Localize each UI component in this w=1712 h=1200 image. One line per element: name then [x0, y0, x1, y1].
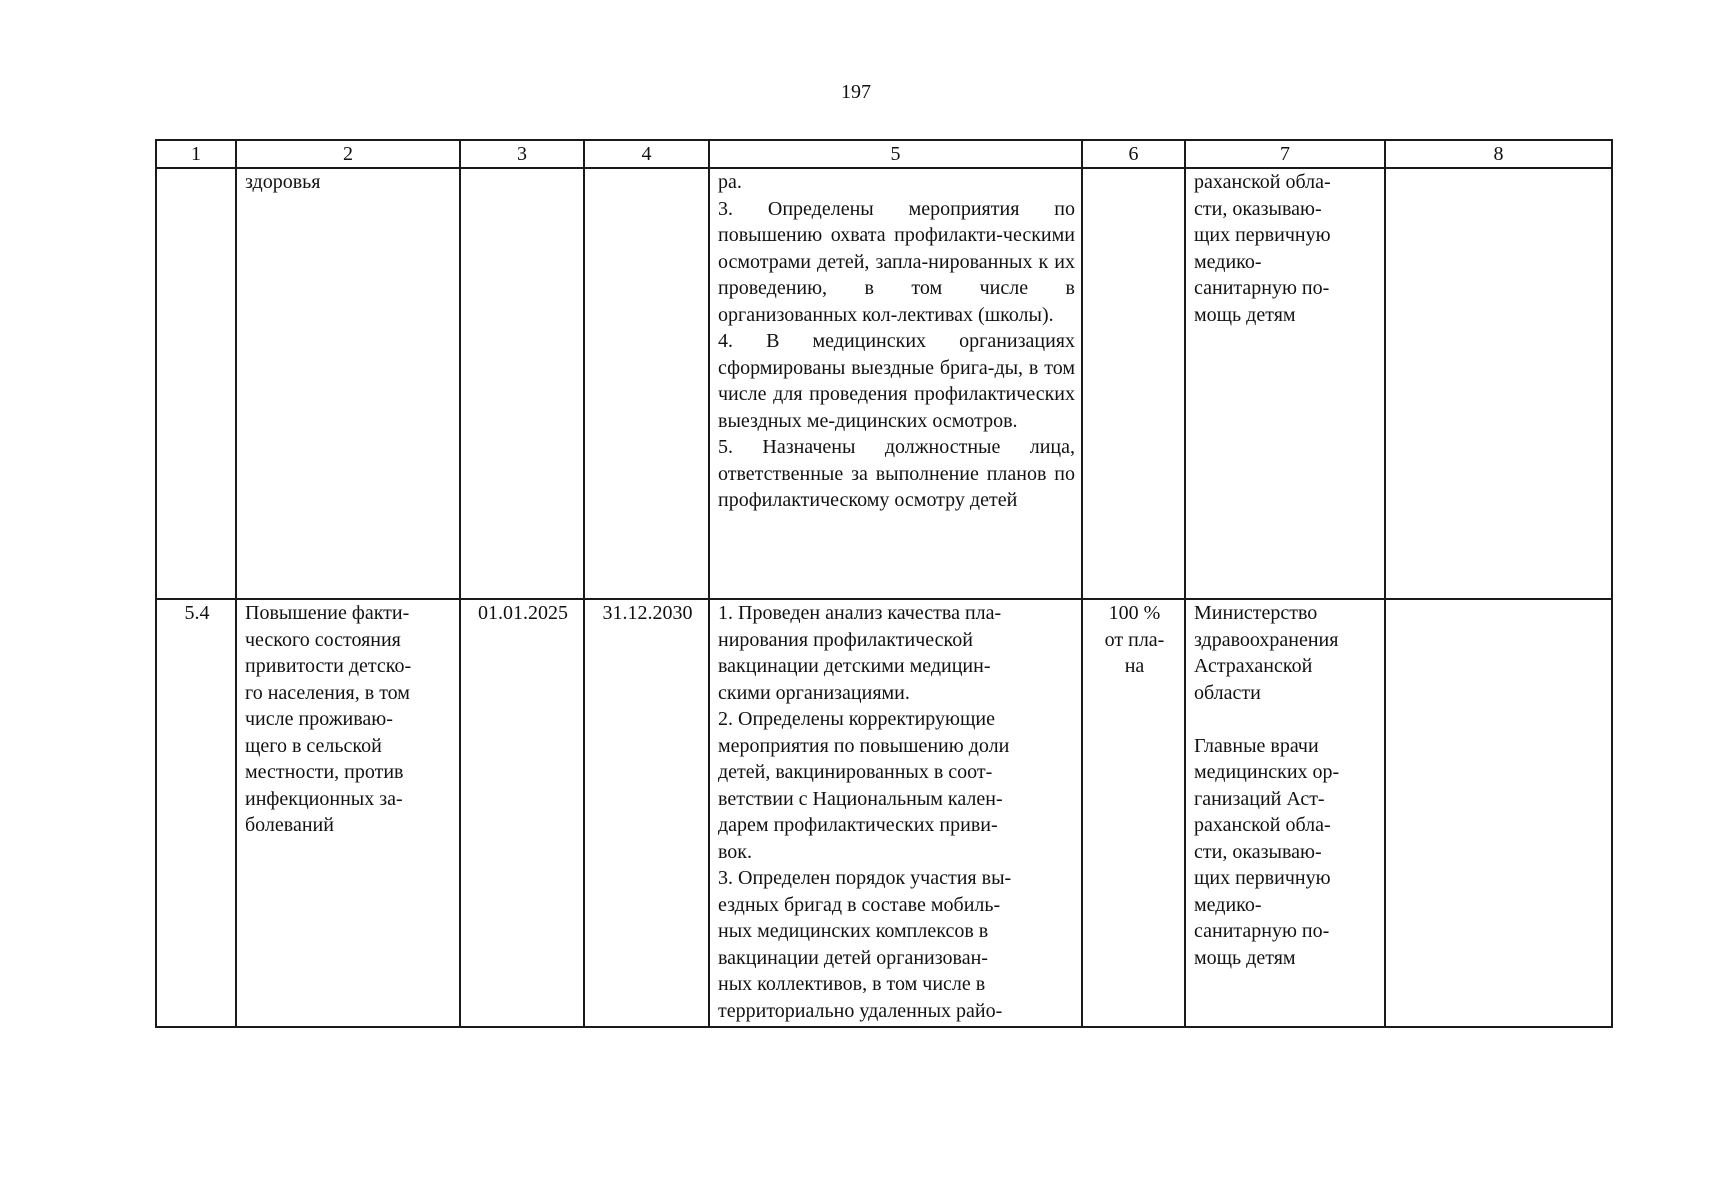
end-date-cell: 31.12.2030 — [584, 599, 709, 1027]
event-name-cell: Повышение факти- ческого состояния привитости детско- го населения, в том числе проживаю- щего в сельской местности, против инфекционных за- болеваний — [236, 599, 460, 1027]
responsible-cell — [1185, 599, 1385, 1027]
column-header: 3 — [460, 140, 584, 168]
indicator-cell — [1082, 168, 1185, 599]
indicator-cell: 100 % от пла- на — [1082, 599, 1185, 1027]
paragraph-gap — [1194, 706, 1378, 733]
notes-cell — [1385, 599, 1612, 1027]
row-number-cell — [156, 168, 236, 599]
responsible-ministry: Министерство здравоохранения Астраханской области — [1194, 602, 1339, 704]
result-cell: 1. Проведен анализ качества пла- нирования профилактической вакцинации детскими медицин- скими организациями. 2. Определены корректирующие мероприятия по повышению доли детей, вакцинированных в соот- ветствии с Национальным кален- дарем профилактических приви- вок. 3. Определен порядок участия вы- ездных бригад в составе мобиль- ных медицинских комплексов в вакцинации детей организован- ных коллективов, в том числе в территориально удаленных райо- — [709, 599, 1082, 1027]
end-date-cell — [584, 168, 709, 599]
column-header: 8 — [1385, 140, 1612, 168]
column-header: 4 — [584, 140, 709, 168]
notes-cell — [1385, 168, 1612, 599]
column-header: 6 — [1082, 140, 1185, 168]
column-header: 5 — [709, 140, 1082, 168]
row-number-cell: 5.4 — [156, 599, 236, 1027]
page-number: 197 — [841, 81, 871, 103]
table-row — [156, 599, 1612, 1027]
plan-table — [155, 139, 1613, 1028]
responsible-chief-doctors: Главные врачи медицинских ор- ганизаций Аст- раханской обла- сти, оказываю- щих первичную медико- санитарную по- мощь детям — [1194, 734, 1340, 969]
table-header-row — [156, 140, 1612, 168]
event-name-cell: здоровья — [236, 168, 460, 599]
start-date-cell — [460, 168, 584, 599]
result-cell: ра. 3. Определены мероприятия по повышению охвата профилакти-ческими осмотрами детей, запла-нированных к их проведению, в том числе в организованных кол-лективах (школы). 4. В медицинских организациях сформированы выездные брига-ды, в том числе для проведения профилактических выездных ме-дицинских осмотров. 5. Назначены должностные лица, ответственные за выполнение планов по профилактическому осмотру детей — [709, 168, 1082, 599]
column-header: 2 — [236, 140, 460, 168]
column-header: 7 — [1185, 140, 1385, 168]
column-header: 1 — [156, 140, 236, 168]
start-date-cell: 01.01.2025 — [460, 599, 584, 1027]
responsible-cell: раханской обла- сти, оказываю- щих первичную медико- санитарную по- мощь детям — [1185, 168, 1385, 599]
table-row — [156, 168, 1612, 599]
